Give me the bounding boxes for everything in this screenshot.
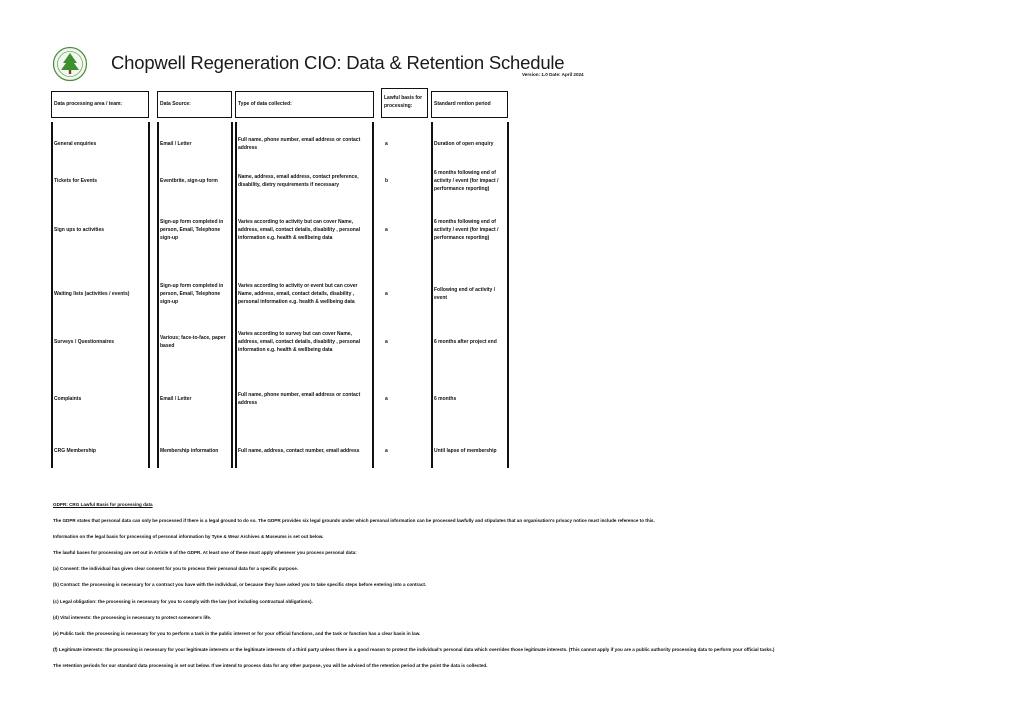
table-cell-type: Varies according to activity but can cover Name, address, email, contact details, disability , personal information e.g. health & wellbeing data <box>238 219 360 241</box>
table-cell-source: Sign-up form completed in person, Email, Telephone sign-up <box>160 283 224 305</box>
table-cell-basis: a <box>385 448 388 455</box>
table-cell-type: Varies according to activity or event but can cover Name, address, email, contact details, disability , personal information e.g. health & wellbeing data <box>238 283 358 305</box>
table-cell-retention: Until lapse of membership <box>434 448 497 455</box>
table-cell-source: Eventbrite, sign-up form <box>160 178 218 185</box>
column-divider <box>507 122 509 468</box>
table-cell-type: Varies according to survey but can cover Name, address, email, contact details, disability , personal information e.g. health & wellbeing data <box>238 331 360 353</box>
table-cell-area: Surveys / Questionnaires <box>54 339 115 346</box>
col-header-basis: Lawful basis for processing: <box>381 88 428 118</box>
table-cell-retention: 6 months <box>434 396 457 403</box>
col-header-area: Data processing area / team: <box>51 91 149 118</box>
notes-line: (d) Vital interests: the processing is necessary to protect someone's life. <box>53 615 212 620</box>
table-cell-area: General enquiries <box>54 141 97 148</box>
notes-line: The retention periods for our standard data processing is set out below. If we intend to process data for any other purpose, you will be advised of the retention period at the point the data is collected. <box>53 663 488 668</box>
col-header-source: Data Source: <box>157 91 232 118</box>
table-cell-area: Waiting lists (activities / events) <box>54 291 130 298</box>
table-cell-type: Name, address, email address, contact preference, disability, dietry requirements if necessary <box>238 174 359 188</box>
table-cell-basis: a <box>385 339 388 346</box>
notes-heading: GDPR: CRG Lawful Basis for processing data <box>53 502 153 507</box>
table-cell-retention: 6 months after project end <box>434 339 497 346</box>
table-cell-type: Full name, phone number, email address or contact address <box>238 392 361 406</box>
table-cell-type: Full name, phone number, email address or contact address <box>238 137 361 151</box>
table-cell-area: Tickets for Events <box>54 178 97 185</box>
table-cell-source: Email / Letter <box>160 141 192 148</box>
col-header-retention: Standard rention period <box>431 91 508 118</box>
notes-line: The GDPR states that personal data can only be processed if there is a legal ground to do so. The GDPR provides six legal grounds under which personal information can be processed lawfully and stipulates that an organisation's privacy notice must include reference to this. <box>53 518 655 523</box>
notes-line: (e) Public task: the processing is necessary for you to perform a task in the public interest or for your official functions, and the task or function has a clear basis in law. <box>53 631 421 636</box>
table-cell-area: Sign ups to activities <box>54 227 105 234</box>
notes-line: (b) Contract: the processing is necessary for a contract you have with the individual, or because they have asked you to take specific steps before entering into a contract. <box>53 582 427 587</box>
table-cell-retention: Following end of activity / event <box>434 287 496 301</box>
table-cell-basis: a <box>385 227 388 234</box>
notes-line: Information on the legal basis for processing of personal information by Tyne & Wear Archives & Museums is set out below. <box>53 534 324 539</box>
table-cell-source: Membership information <box>160 448 219 455</box>
table-cell-retention: Duration of open enquiry <box>434 141 494 148</box>
table-cell-basis: a <box>385 291 388 298</box>
page-title: Chopwell Regeneration CIO: Data & Retention Schedule <box>111 52 565 73</box>
table-cell-source: Email / Letter <box>160 396 192 403</box>
column-divider <box>372 122 374 468</box>
table-cell-type: Full name, address, contact number, email address <box>238 448 360 455</box>
table-cell-area: CRG Membership <box>54 448 96 455</box>
table-cell-retention: 6 months following end of activity / event (for impact / performance reporting) <box>434 219 499 241</box>
table-cell-area: Complaints <box>54 396 82 403</box>
table-cell-basis: a <box>385 141 388 148</box>
chopwell-logo <box>52 46 88 82</box>
table-cell-basis: b <box>385 178 389 185</box>
table-cell-basis: a <box>385 396 388 403</box>
col-header-type: Type of data collected: <box>235 91 374 118</box>
version-date: Version: 1.0 Date: April 2024 <box>522 72 584 77</box>
notes-line: The lawful bases for processing are set out in Article 6 of the GDPR. At least one of these must apply whenever you process personal data: <box>53 550 357 555</box>
notes-line: (f) Legitimate interests: the processing is necessary for your legitimate interests or the legitimate interests of a third party unless there is a good reason to protect the individual's personal data which overrides those legitimate interests. (This cannot apply if you are a public authority processing data to perform your official tasks.) <box>53 647 775 652</box>
table-cell-source: Sign-up form completed in person, Email, Telephone sign-up <box>160 219 224 241</box>
column-divider <box>148 122 150 468</box>
table-cell-retention: 6 months following end of activity / event (for impact / performance reporting) <box>434 170 499 192</box>
notes-line: (c) Legal obligation: the processing is necessary for you to comply with the law (not including contractual obligations). <box>53 599 313 604</box>
table-cell-source: Various; face-to-face, paper based <box>160 335 226 349</box>
column-divider <box>231 122 233 468</box>
notes-line: (a) Consent: the individual has given clear consent for you to process their personal data for a specific purpose. <box>53 566 299 571</box>
